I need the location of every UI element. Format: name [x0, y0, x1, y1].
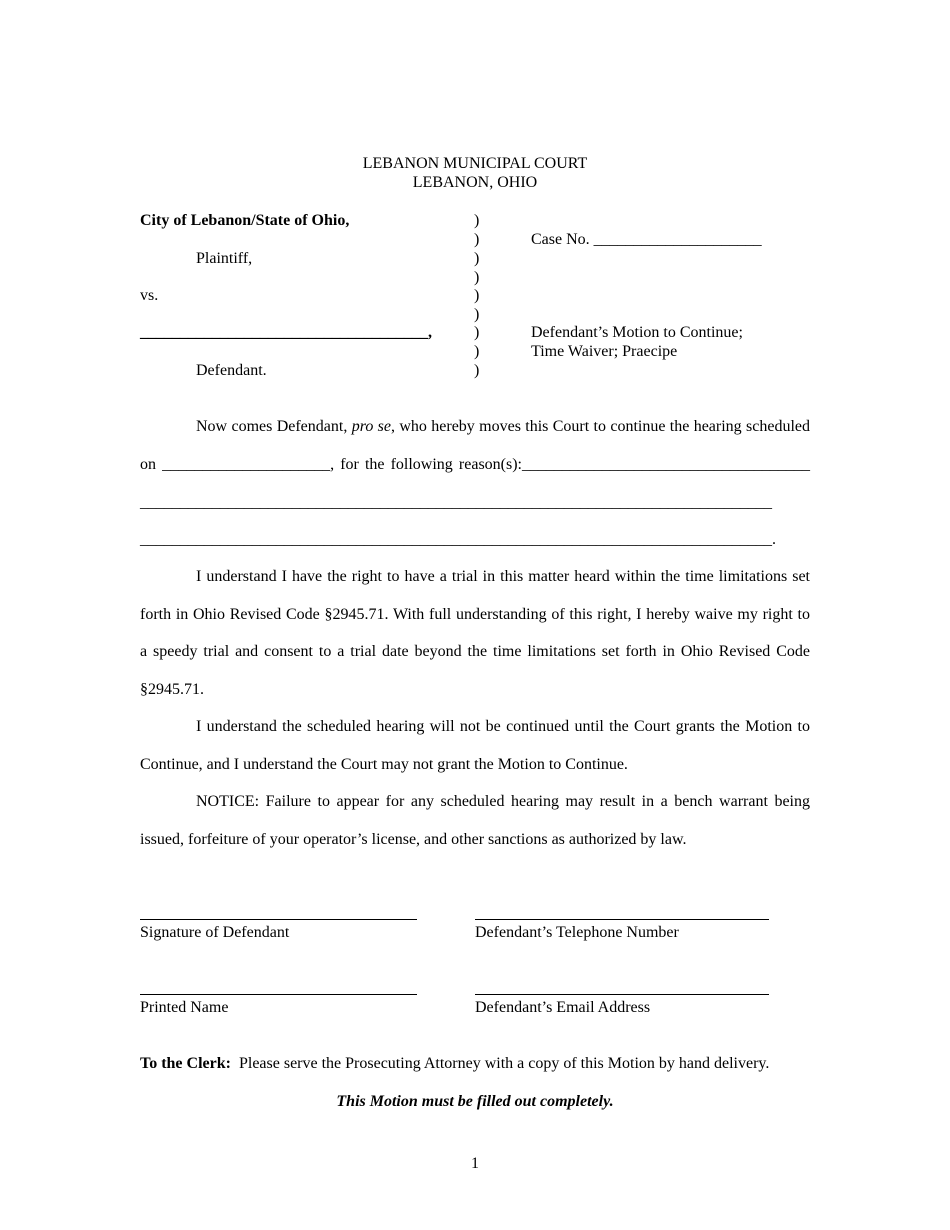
notice-line-2: issued, forfeiture of your operator’s license, and other sanctions as authorized by law.	[140, 831, 687, 848]
completion-notice: This Motion must be filled out completely.	[336, 1093, 614, 1110]
motion-title-line1: Defendant’s Motion to Continue;	[531, 324, 743, 341]
defendant-name-line: ____________________________________,	[140, 324, 432, 341]
caption-paren: )	[474, 287, 480, 304]
understanding-line-2: Continue, and I understand the Court may not grant the Motion to Continue.	[140, 756, 628, 773]
motion-title-line2: Time Waiver; Praecipe	[531, 343, 678, 360]
caption-paren: )	[474, 324, 480, 341]
waiver-line-1: I understand I have the right to have a trial in this matter heard within the time limitations set	[196, 568, 810, 585]
court-name: LEBANON MUNICIPAL COURT	[362, 155, 588, 172]
email-line[interactable]	[475, 994, 769, 995]
plaintiff-label: Plaintiff,	[196, 250, 253, 267]
printed-name-label: Printed Name	[140, 999, 229, 1016]
plaintiff-name: City of Lebanon/State of Ohio,	[140, 212, 350, 229]
page-number: 1	[471, 1155, 479, 1172]
versus-label: vs.	[140, 287, 159, 304]
waiver-line-2: forth in Ohio Revised Code §2945.71. With full understanding of this right, I hereby waive my right to	[140, 606, 810, 623]
printed-name-line[interactable]	[140, 994, 417, 995]
motion-line-1: Now comes Defendant, pro se, who hereby moves this Court to continue the hearing scheduled	[196, 418, 811, 435]
clerk-instruction: To the Clerk: Please serve the Prosecuting Attorney with a copy of this Motion by hand delivery.	[140, 1055, 770, 1072]
email-label: Defendant’s Email Address	[475, 999, 651, 1016]
caption-paren: )	[474, 343, 480, 360]
reason-blank-line[interactable]: _______________________________________________________________________________	[140, 494, 772, 511]
motion-date-reason-line[interactable]: on _____________________, for the following reason(s):____________________________________	[140, 456, 810, 473]
understanding-line-1: I understand the scheduled hearing will not be continued until the Court grants the Motion to	[196, 718, 810, 735]
court-location: LEBANON, OHIO	[412, 174, 538, 191]
telephone-label: Defendant’s Telephone Number	[475, 924, 679, 941]
clerk-label: To the Clerk:	[140, 1055, 231, 1072]
caption-paren: )	[474, 212, 480, 229]
notice-line-1: NOTICE: Failure to appear for any scheduled hearing may result in a bench warrant being	[196, 793, 810, 810]
signature-line[interactable]	[140, 919, 417, 920]
caption-paren: )	[474, 306, 480, 323]
waiver-line-3: a speedy trial and consent to a trial date beyond the time limitations set forth in Ohio Revised Code	[140, 643, 810, 660]
caption-paren: )	[474, 269, 480, 286]
caption-paren: )	[474, 250, 480, 267]
waiver-line-4: §2945.71.	[140, 681, 204, 698]
defendant-label: Defendant.	[196, 362, 267, 379]
telephone-line[interactable]	[475, 919, 769, 920]
caption-paren: )	[474, 231, 480, 248]
reason-blank-line[interactable]: _______________________________________________________________________________.	[140, 531, 776, 548]
caption-paren: )	[474, 362, 480, 379]
case-number-field[interactable]: Case No. _____________________	[531, 231, 762, 248]
signature-label: Signature of Defendant	[140, 924, 290, 941]
